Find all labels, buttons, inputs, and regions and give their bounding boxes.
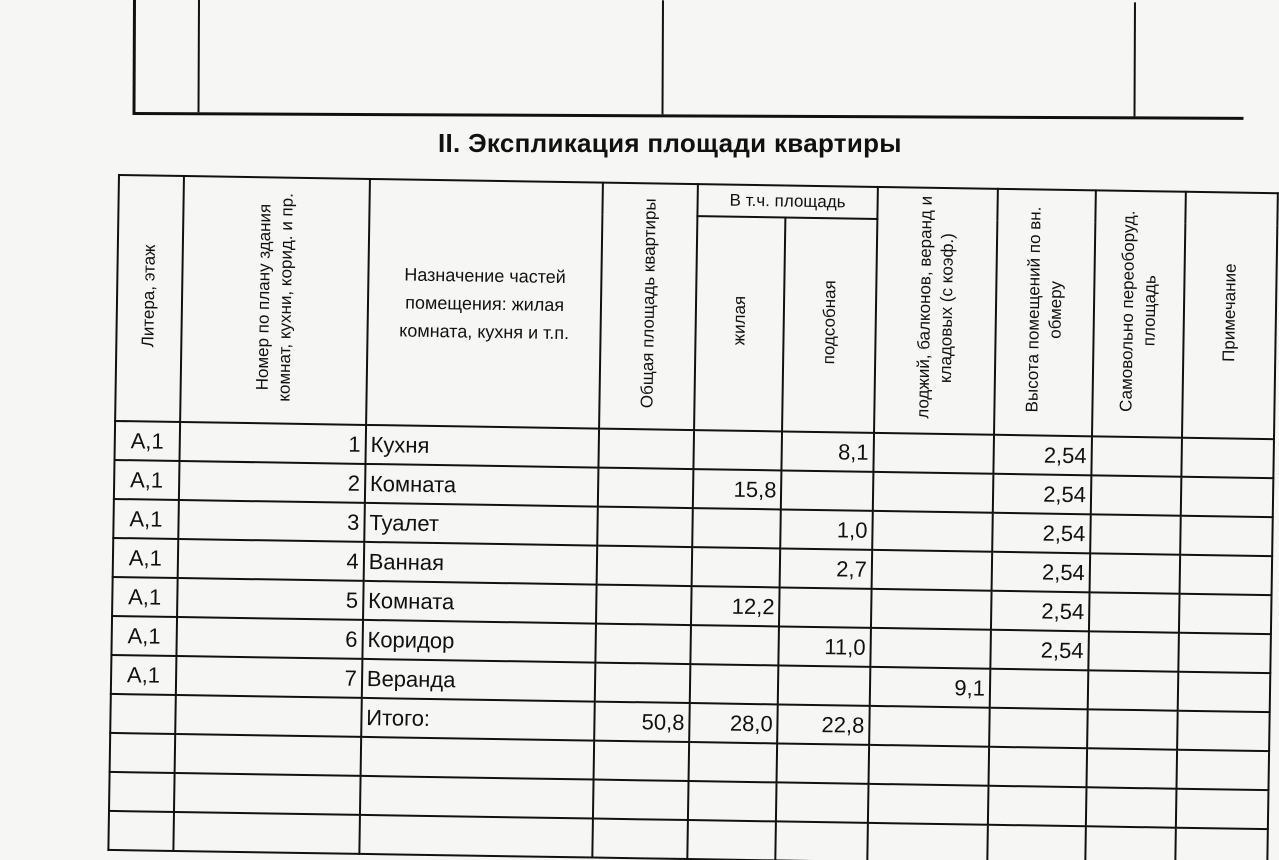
cell-living: 12,2 (691, 586, 780, 626)
cell-note (1179, 594, 1272, 634)
totals-living: 28,0 (689, 703, 778, 743)
cell-note (1179, 555, 1272, 595)
cell-height (990, 669, 1089, 710)
cell-self-equipped (1089, 553, 1179, 593)
totals-aux: 22,8 (777, 704, 869, 744)
cell-aux (781, 470, 873, 510)
cell-height: 2,54 (993, 474, 1092, 515)
table-divider (661, 0, 663, 114)
cell-empty (869, 706, 990, 747)
cell-empty (989, 708, 1088, 749)
cell-name: Ванная (363, 542, 597, 585)
cell-total (598, 468, 693, 508)
cell-number: 5 (177, 578, 364, 620)
cell-self-equipped (1088, 631, 1178, 671)
cell-number: 7 (176, 656, 363, 698)
cell-total (595, 663, 690, 703)
cell-total (599, 429, 694, 469)
cell-litera: А,1 (111, 616, 176, 656)
cell-loggia (872, 550, 993, 591)
cell-litera: А,1 (114, 460, 179, 500)
header-living: жилая (694, 216, 786, 431)
cell-loggia (870, 628, 991, 669)
cell-note (1178, 633, 1271, 673)
cell-self-equipped (1088, 670, 1178, 710)
cell-total (598, 507, 693, 547)
cell-aux: 11,0 (779, 626, 871, 666)
cell-height: 2,54 (991, 552, 1090, 593)
cell-note (1180, 516, 1273, 556)
cell-empty (110, 694, 175, 734)
cell-living (690, 625, 779, 665)
cell-self-equipped (1091, 436, 1181, 476)
cell-loggia: 9,1 (870, 667, 991, 708)
page-title: II. Экспликация площади квартиры (438, 128, 902, 158)
cell-living (690, 664, 779, 704)
cell-litera: А,1 (113, 499, 178, 539)
cell-number: 1 (179, 422, 366, 464)
explication-table (107, 174, 1278, 860)
explication-table-wrapper (107, 174, 1278, 860)
cell-name: Кухня (365, 425, 599, 468)
cell-living (692, 508, 781, 548)
cell-litera: А,1 (115, 421, 180, 461)
cell-name: Комната (363, 581, 597, 624)
cell-self-equipped (1089, 592, 1179, 632)
cell-number: 2 (179, 461, 366, 503)
header-litera: Литера, этаж (115, 175, 184, 422)
cell-height: 2,54 (990, 630, 1089, 671)
cell-note (1178, 672, 1271, 712)
cell-litera: А,1 (113, 538, 178, 578)
cell-self-equipped (1091, 475, 1181, 515)
cell-number: 3 (178, 500, 365, 542)
cell-living (692, 547, 781, 587)
cell-loggia (873, 472, 994, 513)
header-height: Высота помещений по вн. обмеру (994, 189, 1096, 437)
cell-name: Туалет (364, 503, 598, 546)
cell-aux (779, 587, 871, 627)
cell-loggia (873, 433, 994, 474)
cell-litera: А,1 (112, 577, 177, 617)
header-loggias: лоджий, балконов, веранд и кладовых (с коэф.) (874, 187, 998, 435)
cell-empty (1087, 709, 1177, 749)
previous-table-remnant (132, 0, 1243, 120)
cell-aux (778, 665, 870, 705)
cell-aux: 8,1 (782, 431, 874, 471)
cell-height: 2,54 (993, 435, 1092, 476)
cell-note (1181, 477, 1274, 517)
header-self-equipped: Самовольно переоборуд. площадь (1092, 190, 1186, 437)
cell-living (693, 430, 782, 470)
cell-height: 2,54 (992, 513, 1091, 554)
table-divider (198, 0, 200, 112)
cell-total (597, 546, 692, 586)
cell-height: 2,54 (991, 591, 1090, 632)
cell-note (1181, 438, 1274, 478)
cell-number: 6 (176, 617, 363, 659)
header-auxiliary: подсобная (782, 217, 877, 432)
cell-aux: 1,0 (781, 509, 873, 549)
cell-living: 15,8 (693, 469, 782, 509)
totals-label: Итого: (361, 698, 595, 741)
cell-self-equipped (1090, 514, 1180, 554)
cell-litera: А,1 (111, 655, 176, 695)
cell-total (596, 585, 691, 625)
cell-loggia (871, 589, 992, 630)
header-note: Примечание (1182, 192, 1278, 439)
cell-number: 4 (177, 539, 364, 581)
cell-loggia (872, 511, 993, 552)
cell-total (596, 624, 691, 664)
cell-empty (175, 695, 362, 737)
cell-aux: 2,7 (780, 548, 872, 588)
cell-name: Комната (365, 464, 599, 507)
header-purpose: Назначение частей помещения: жилая комната, кухня и т.п. (366, 179, 604, 429)
table-divider (1133, 2, 1135, 116)
header-number: Номер по плану здания комнат, кухни, корид. и пр. (180, 176, 370, 425)
cell-name: Коридор (362, 620, 596, 663)
cell-empty (1177, 711, 1270, 751)
totals-total: 50,8 (595, 702, 690, 742)
cell-name: Веранда (362, 659, 596, 702)
header-incl-area: В т.ч. площадь (697, 184, 877, 219)
header-total-area: Общая площадь квартиры (600, 183, 698, 430)
